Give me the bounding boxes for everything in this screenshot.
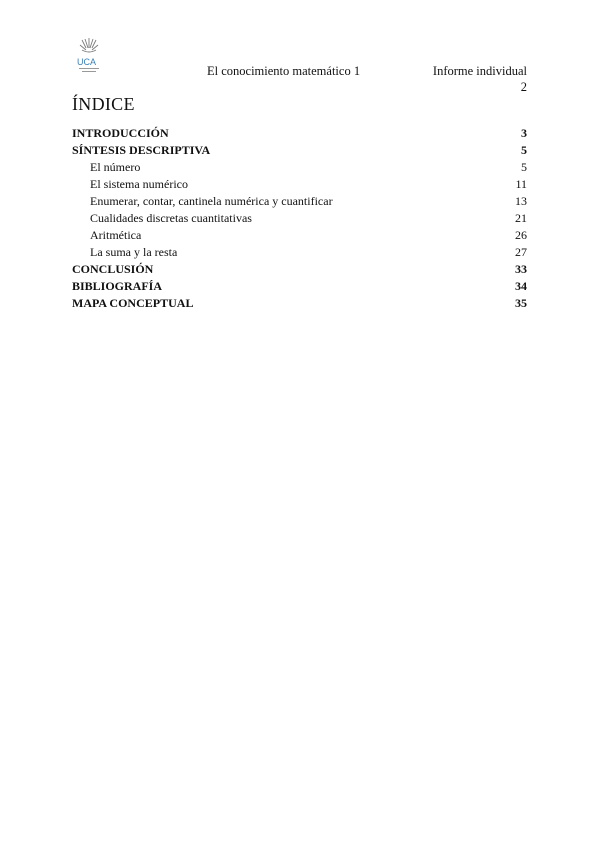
toc-entry-page: 3 xyxy=(521,126,527,140)
toc-entry-label: Cualidades discretas cuantitativas xyxy=(90,211,252,225)
uca-crest-icon xyxy=(74,36,104,76)
toc-entry[interactable] xyxy=(72,262,527,279)
svg-text:UCA: UCA xyxy=(77,57,97,67)
toc-entry-label: INTRODUCCIÓN xyxy=(72,126,169,140)
university-logo xyxy=(74,36,104,76)
toc-entry[interactable] xyxy=(72,296,527,313)
toc-entry-label: Enumerar, contar, cantinela numérica y cuantificar xyxy=(90,194,333,208)
toc-entry-page: 34 xyxy=(515,279,527,293)
toc-subentry[interactable] xyxy=(72,228,527,245)
page-number: 2 xyxy=(520,80,527,94)
toc-entry-page: 35 xyxy=(515,296,527,310)
toc-subentry[interactable] xyxy=(72,160,527,177)
toc-entry-page: 27 xyxy=(515,245,527,259)
toc-entry-page: 5 xyxy=(521,160,527,174)
toc-entry[interactable] xyxy=(72,279,527,296)
header-document-type: Informe individual xyxy=(432,64,527,78)
toc-entry-label: SÍNTESIS DESCRIPTIVA xyxy=(72,143,211,157)
toc-entry-page: 21 xyxy=(515,211,527,225)
index-title: ÍNDICE xyxy=(72,94,135,114)
toc-entry-label: Aritmética xyxy=(90,228,142,242)
toc-entry-page: 5 xyxy=(521,143,527,157)
toc-entry-label: El sistema numérico xyxy=(90,177,188,191)
toc-entry-label: La suma y la resta xyxy=(90,245,178,259)
toc-entry-label: BIBLIOGRAFÍA xyxy=(72,279,163,293)
toc-entry-page: 33 xyxy=(515,262,527,276)
toc-entry-page: 26 xyxy=(515,228,527,242)
toc-entry-page: 11 xyxy=(515,177,527,191)
toc-subentry[interactable] xyxy=(72,211,527,228)
header-course-title: El conocimiento matemático 1 xyxy=(207,64,361,78)
table-of-contents xyxy=(72,126,527,313)
toc-entry-label: El número xyxy=(90,160,141,174)
toc-subentry[interactable] xyxy=(72,177,527,194)
toc-entry[interactable] xyxy=(72,126,527,143)
toc-entry-label: MAPA CONCEPTUAL xyxy=(72,296,194,310)
toc-entry-label: CONCLUSIÓN xyxy=(72,262,154,276)
toc-subentry[interactable] xyxy=(72,245,527,262)
toc-entry[interactable] xyxy=(72,143,527,160)
toc-entry-page: 13 xyxy=(515,194,527,208)
toc-subentry[interactable] xyxy=(72,194,527,211)
